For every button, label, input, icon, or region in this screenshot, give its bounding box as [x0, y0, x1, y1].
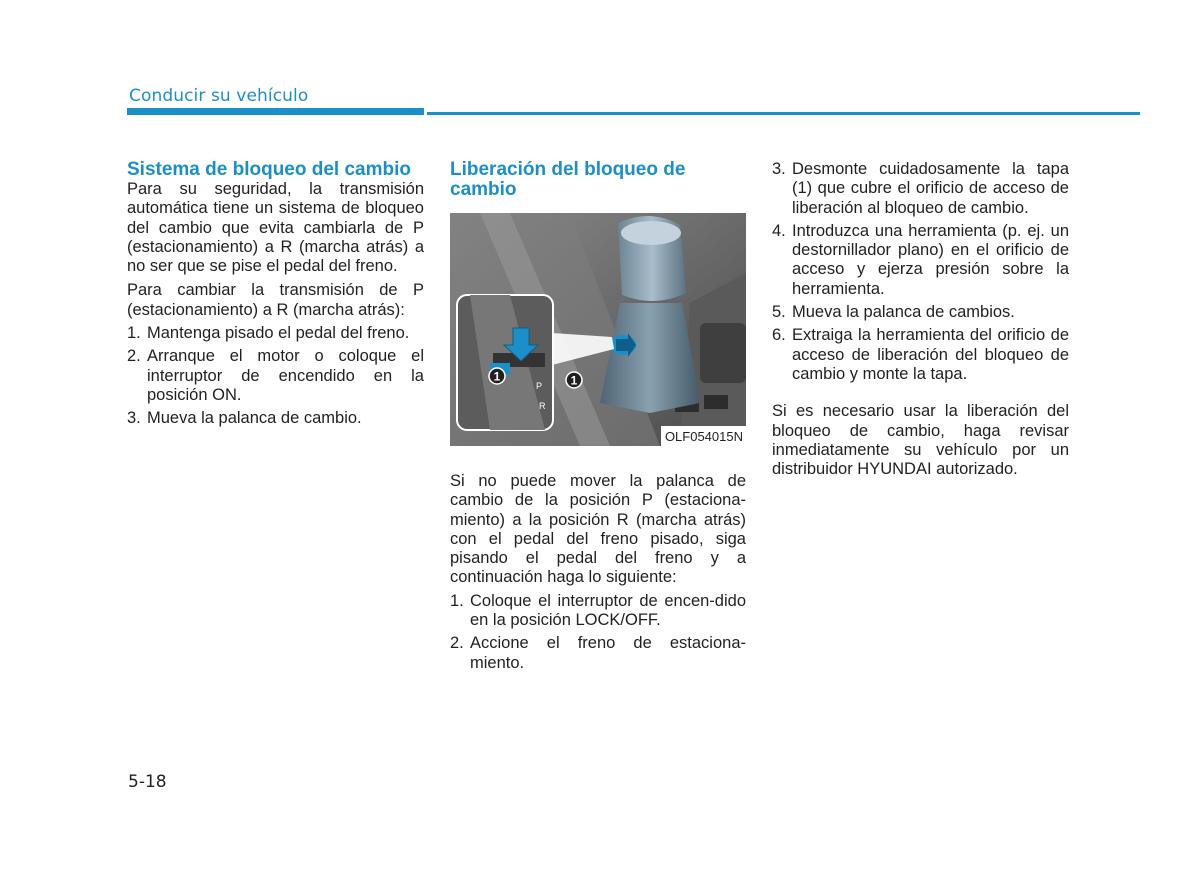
list-item — [772, 222, 1069, 299]
paragraph-dealer-notice: Si es necesario usar la liberación del bloqueo de cambio, haga revisar inmediatamente su vehículo por un distribuidor HYUNDAI autorizado. — [772, 402, 1069, 479]
step-text: Accione el freno de estaciona-miento. — [470, 634, 746, 672]
paragraph-shift-instructions: Para cambiar la transmisión de P (estacionamiento) a R (marcha atrás): — [127, 281, 424, 319]
paragraph-release-intro: Si no puede mover la palanca de cambio de la posición P (estaciona-miento) a la posición R (marcha atrás) con el pedal del freno pisado, siga pisando el pedal del freno y a continuación haga lo siguiente: — [450, 472, 746, 587]
step-number: 1. — [450, 591, 464, 610]
callout-1-main: 1 — [570, 373, 578, 388]
step-number: 4. — [772, 221, 786, 240]
shift-lever-illustration — [450, 213, 746, 446]
list-item — [127, 324, 424, 343]
page-number: 5-18 — [128, 772, 167, 792]
step-number: 5. — [772, 303, 786, 322]
column-1 — [127, 160, 424, 433]
list-item — [450, 634, 746, 673]
step-number: 3. — [772, 160, 786, 178]
gear-label-r: R — [539, 401, 546, 411]
list-item — [127, 409, 424, 428]
paragraph-shift-lock-intro: Para su seguridad, la transmisión automática tiene un sistema de bloqueo del cambio que evita cambiarla de P (estacionamiento) a R (marcha atrás) a no ser que se pise el pedal del freno. — [127, 180, 424, 276]
steps-list — [127, 324, 424, 428]
callout-1-inset: 1 — [493, 369, 501, 384]
steps-list — [772, 160, 1069, 384]
heading-shift-lock-release: Liberación del bloqueo de cambio — [450, 159, 686, 200]
step-number: 1. — [127, 324, 141, 343]
section-title: Conducir su vehículo — [129, 86, 309, 106]
step-text: Mantenga pisado el pedal del freno. — [147, 324, 410, 343]
step-number: 6. — [772, 326, 786, 345]
list-item — [772, 303, 1069, 322]
column-2 — [450, 160, 746, 677]
step-text: Desmonte cuidadosamente la tapa (1) que cubre el orificio de acceso de liberación al bloqueo de cambio. — [792, 160, 1069, 217]
step-number: 2. — [127, 347, 141, 366]
list-item — [450, 592, 746, 631]
column-3 — [772, 160, 1069, 479]
list-item — [772, 160, 1069, 218]
step-text: Coloque el interruptor de encen-dido en la posición LOCK/OFF. — [470, 591, 746, 630]
step-text: Introduzca una herramienta (p. ej. un destornillador plano) en el orificio de acceso y ejerza presión sobre la herramienta. — [792, 221, 1069, 298]
step-number: 3. — [127, 409, 141, 428]
gear-label-p: P — [536, 381, 543, 391]
step-text: Mueva la palanca de cambios. — [792, 303, 1015, 322]
figure-code: OLF054015N — [661, 426, 746, 446]
list-item — [772, 326, 1069, 384]
header-rule-thick — [127, 108, 424, 115]
steps-list — [450, 592, 746, 673]
list-item — [127, 347, 424, 405]
step-text: Extraiga la herramienta del orificio de acceso de liberación del bloqueo de cambio y monte la tapa. — [792, 326, 1069, 383]
step-text: Arranque el motor o coloque el interruptor de encendido en la posición ON. — [147, 347, 424, 404]
header-rule-thin — [427, 112, 1140, 115]
step-number: 2. — [450, 634, 464, 653]
step-text: Mueva la palanca de cambio. — [147, 409, 362, 428]
heading-shift-lock-system: Sistema de bloqueo del cambio — [127, 159, 412, 180]
shift-lever-figure — [450, 213, 746, 446]
